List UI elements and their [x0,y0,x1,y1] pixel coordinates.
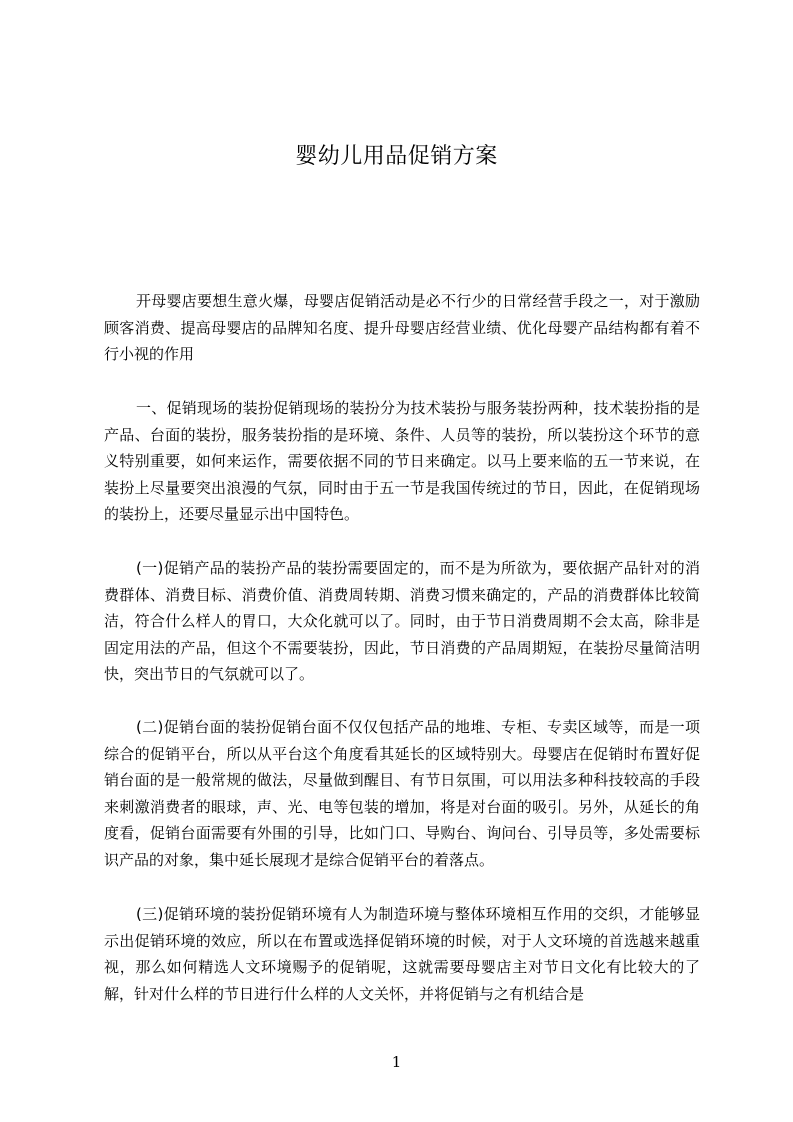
paragraph-intro: 开母婴店要想生意火爆，母婴店促销活动是必不行少的日常经营手段之一，对于激励顾客消费、提高母婴店的品牌知名度、提升母婴店经营业绩、优化母婴产品结构都有着不行小视的作用 [104,292,700,363]
paragraph-section-1: 一、促销现场的装扮促销现场的装扮分为技术装扮与服务装扮两种，技术装扮指的是产品、台面的装扮，服务装扮指的是环境、条件、人员等的装扮，所以装扮这个环节的意义特别重要，如何来运作，需要依据不同的节日来确定。以马上要来临的五一节来说，在装扮上尽量要突出浪漫的气氛，同时由于五一节是我国传统过的节日，因此，在促销现场的装扮上，还要尽量显示出中国特色。 [104,399,700,523]
page-number: 1 [391,1053,402,1071]
paragraph-section-1-3: (三)促销环境的装扮促销环境有人为制造环境与整体环境相互作用的交织，才能够显示出促销环境的效应，所以在布置或选择促销环境的时候，对于人文环境的首选越来越重视，那么如何精选人文环境赐予的促销呢，这就需要母婴店主对节日文化有比较大的了解，针对什么样的节日进行什么样的人文关怀，并将促销与之有机结合是 [104,905,700,1003]
paragraph-section-1-1: (一)促销产品的装扮产品的装扮需要固定的，而不是为所欲为，要依据产品针对的消费群体、消费目标、消费价值、消费周转期、消费习惯来确定的，产品的消费群体比较简洁，符合什么样人的胃口，大众化就可以了。同时，由于节日消费周期不会太高，除非是固定用法的产品，但这个不需要装扮，因此，节日消费的产品周期短，在装扮尽量简洁明快，突出节日的气氛就可以了。 [104,559,700,683]
document-title: 婴幼儿用品促销方案 [295,144,498,169]
paragraph-section-1-2: (二)促销台面的装扮促销台面不仅仅包括产品的地堆、专柜、专卖区域等，而是一项综合的促销平台，所以从平台这个角度看其延长的区域特别大。母婴店在促销时布置好促销台面的是一般常规的做法，尽量做到醒目、有节日氛围，可以用法多种科技较高的手段来刺激消费者的眼球，声、光、电等包装的增加，将是对台面的吸引。另外，从延长的角度看，促销台面需要有外围的引导，比如门口、导购台、询问台、引导员等，多处需要标识产品的对象，集中延长展现才是综合促销平台的着落点。 [104,718,700,869]
